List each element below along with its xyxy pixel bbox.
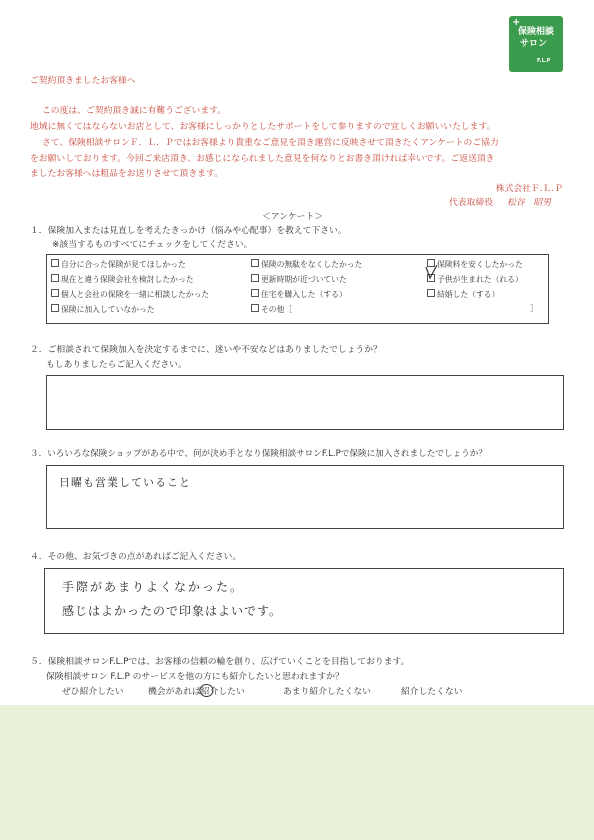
- checkbox[interactable]: [51, 289, 59, 297]
- checkbox[interactable]: [51, 259, 59, 267]
- logo-tagline: F.L.P: [537, 58, 551, 64]
- q1-text: １．保険加入または見直しを考えたきっかけ（悩みや心配事）を教えて下さい。: [30, 226, 347, 236]
- q3-handwritten-answer: 日曜も営業していること: [59, 476, 191, 489]
- checkbox[interactable]: [51, 304, 59, 312]
- q1-option-4[interactable]: 現在と違う保険会社を検討したかった: [51, 274, 194, 285]
- q3-answer-box[interactable]: [46, 465, 564, 529]
- checkbox[interactable]: [251, 259, 259, 267]
- q1-option-8[interactable]: 住宅を購入した（する）: [251, 289, 347, 300]
- q1-note: ※該当するものすべてにチェックをしてください。: [52, 240, 253, 250]
- checkbox[interactable]: [251, 274, 259, 282]
- q1-option-11[interactable]: その他［: [251, 304, 292, 315]
- checkmark-icon: [425, 265, 439, 281]
- q1-option-3[interactable]: 保険料を安くしたかった: [427, 259, 523, 270]
- q1-option-7[interactable]: 個人と会社の保険を一緒に相談したかった: [51, 289, 209, 300]
- company-name: 株式会社Ｆ.Ｌ.Ｐ: [495, 184, 563, 194]
- logo-line2: サロン: [520, 39, 548, 49]
- intro-line-2: 地域に無くてはならないお店として、お客様にしっかりとしたサポートをして参りますので宜しくお願いいたします。: [30, 122, 496, 132]
- checkbox[interactable]: [251, 289, 259, 297]
- q5-text: ５．保険相談サロンF.L.Pでは、お客様の信頼の輪を創り、広げていくことを目指しております。: [30, 657, 410, 667]
- q1-option-5[interactable]: 更新時期が近づいていた: [251, 274, 347, 285]
- flp-logo: [509, 16, 563, 72]
- q1-option-1[interactable]: 自分に合った保険が見てほしかった: [51, 259, 186, 270]
- q4-text: ４．その他、お気づきの点があればご記入ください。: [30, 552, 242, 562]
- q4-handwritten-line-1: 手際があまりよくなかった。: [62, 580, 245, 594]
- q3-text: ３．いろいろな保険ショップがある中で、何が決め手となり保険相談サロンF.L.Pで保険に加入されましたでしょうか？: [30, 449, 487, 459]
- q5-text2: 保険相談サロン F.L.P のサービスを他の方にも紹介したいと思われますか？: [46, 672, 344, 682]
- q4-handwritten-line-2: 感じはよかったので印象はよいです。: [62, 604, 283, 618]
- selection-circle-icon: [199, 683, 214, 698]
- checkbox[interactable]: [251, 304, 259, 312]
- q5-choice-2[interactable]: 機会があれば紹介したい: [148, 687, 245, 697]
- q5-choice-1[interactable]: ぜひ紹介したい: [62, 687, 124, 697]
- checkbox[interactable]: [427, 289, 435, 297]
- logo-plus: +: [512, 17, 521, 28]
- logo-line1: 保険相談: [518, 27, 555, 37]
- q4-answer-box[interactable]: [44, 568, 564, 634]
- q2-answer-box[interactable]: [46, 375, 564, 430]
- intro-line-4: をお願いしております。今回ご来店頂き、お感じになられました意見を何なりとお書き頂ければ幸いです。ご返送頂き: [30, 154, 495, 164]
- intro-line-5: ましたお客様へは粗品をお送りさせて頂きます。: [30, 169, 223, 179]
- intro-line-1: この度は、ご契約頂き誠に有難うございます。: [42, 106, 227, 116]
- page-background-band: [0, 705, 594, 840]
- q5-choice-3[interactable]: あまり紹介したくない: [283, 687, 371, 697]
- q1-option-9[interactable]: 結婚した（する）: [427, 289, 499, 300]
- q1-option-6[interactable]: 子供が生まれた（れる）: [427, 274, 523, 285]
- q1-option-2[interactable]: 保険の無駄をなくしたかった: [251, 259, 362, 270]
- q2-text: ２．ご相談されて保険加入を決定するまでに、迷いや不安などはありましたでしょうか？: [30, 345, 382, 355]
- intro-line-3: さて、保険相談サロンＦ．Ｌ．Ｐではお客様より貴重なご意見を頂き運営に反映させて頂きたくアンケートのご協力: [42, 138, 499, 148]
- q1-option-10[interactable]: 保険に加入していなかった: [51, 304, 155, 315]
- q2-note: もしありましたらご記入ください。: [46, 360, 187, 370]
- survey-title: ＜アンケート＞: [262, 212, 324, 222]
- q5-choice-4[interactable]: 紹介したくない: [401, 687, 463, 697]
- rep-signature: 松谷 昭男: [507, 198, 551, 208]
- greeting: ご契約頂きましたお客様へ: [30, 76, 136, 86]
- checkbox[interactable]: [51, 274, 59, 282]
- rep-title: 代表取締役: [449, 198, 493, 208]
- q1-other-close-bracket: ］: [530, 304, 538, 313]
